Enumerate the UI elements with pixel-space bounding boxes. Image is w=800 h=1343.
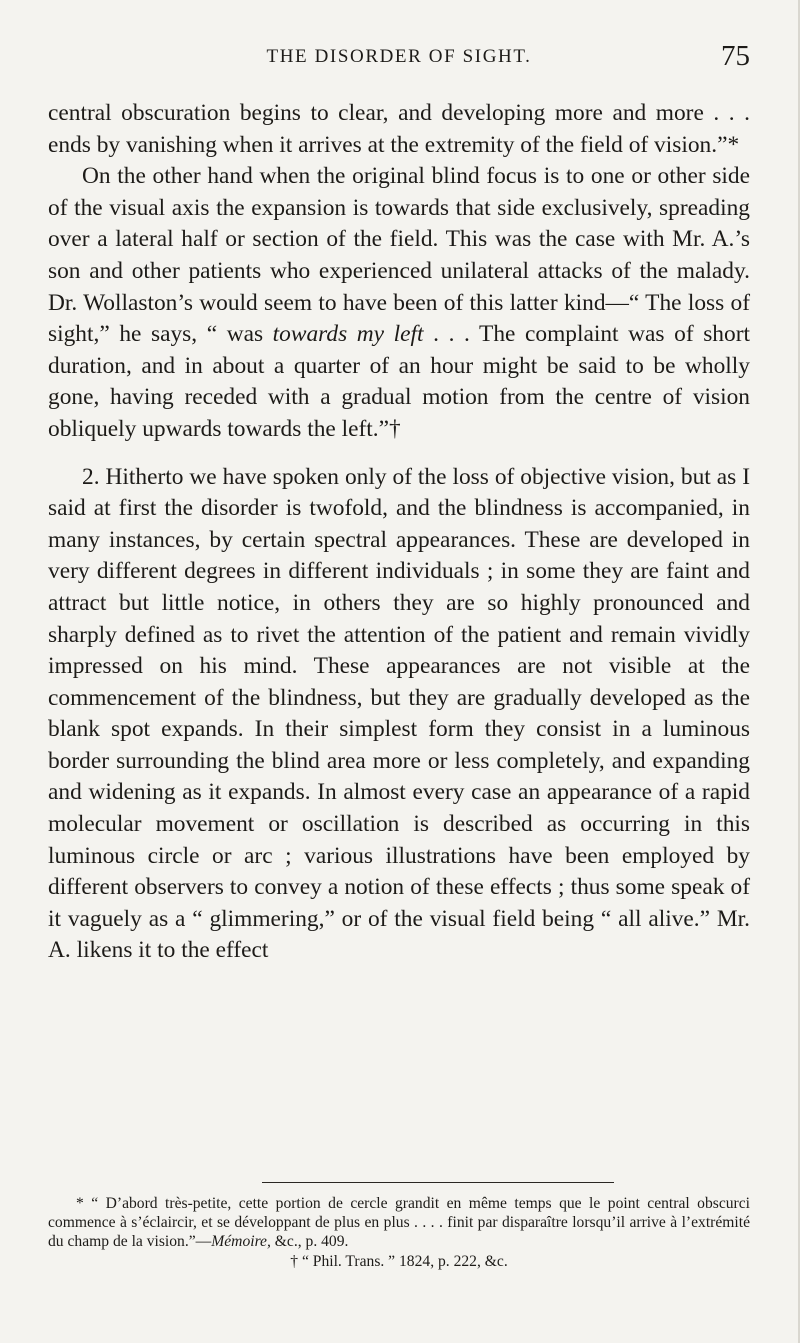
page-number: 75: [721, 40, 750, 72]
paragraph-text: . . . The complaint was of short duration, and in about a quarter of an hour might be said to be wholly gone, having receded with a gradual motion from the centre of vision obliquely upwards towards the left.”†: [48, 321, 750, 442]
paragraph-spectral-appearances: 2. Hitherto we have spoken only of the loss of objective vision, but as I said at first the disorder is twofold, and the blindness is accompanied, in many instances, by certain spectral appearances. These are developed in very different degrees in different individuals ; in some they are faint and attract but little notice, in others they are so highly pronounced and sharply defined as to rivet the attention of the patient and remain vividly impressed on his mind. These appearances are not visible at the commencement of the blindness, but they are gradually developed as the blank spot expands. In their simplest form they consist in a luminous border surrounding the blind area more or less completely, and expanding and widening as it expands. In almost every case an appearance of a rapid molecular movement or oscillation is described as occurring in this luminous circle or arc ; various illustrations have been employed by different observers to convey a notion of these effects ; thus some speak of it vaguely as a “ glimmering,” or of the visual field being “ all alive.” Mr. A. likens it to the effect: [48, 463, 750, 964]
footnote-dagger: † “ Phil. Trans. ” 1824, p. 222, &c.: [290, 1253, 508, 1270]
body-text: [48, 98, 750, 967]
footnote-text: * “ D’abord très-petite, cette portion de cercle grandit en même temps que le point central obscurci commence à s’éclaircir, et se développant de plus en plus . . . . finit par disparaître lorsqu’il arrive à l’extrémité du champ de la vision.”—: [48, 1195, 750, 1250]
running-head: [48, 40, 750, 76]
paragraph-unilateral: [48, 161, 750, 445]
paragraph-continued: central obscuration begins to clear, and developing more and more . . . ends by vanishing when it arrives at the extremity of the field of vision.”*: [48, 100, 750, 158]
footnote-italic: Mémoire,: [211, 1233, 271, 1250]
footnote-star: [48, 1194, 750, 1251]
running-title: THE DISORDER OF SIGHT.: [266, 46, 532, 67]
footnote-citation: &c., p. 409.: [270, 1233, 349, 1250]
footnotes: [48, 1194, 750, 1271]
footnote-divider: [262, 1182, 614, 1183]
italic-phrase: towards my left: [272, 321, 424, 348]
paragraph-text: On the other hand when the original blind focus is to one or other side of the visual axis the expansion is towards that side exclusively, spreading over a lateral half or section of the field. This was the case with Mr. A.’s son and other patients who experienced unilateral attacks of the malady. Dr. Wollaston’s would seem to have been of this latter kind—“ The loss of sight,” he says, “ was: [48, 163, 750, 348]
